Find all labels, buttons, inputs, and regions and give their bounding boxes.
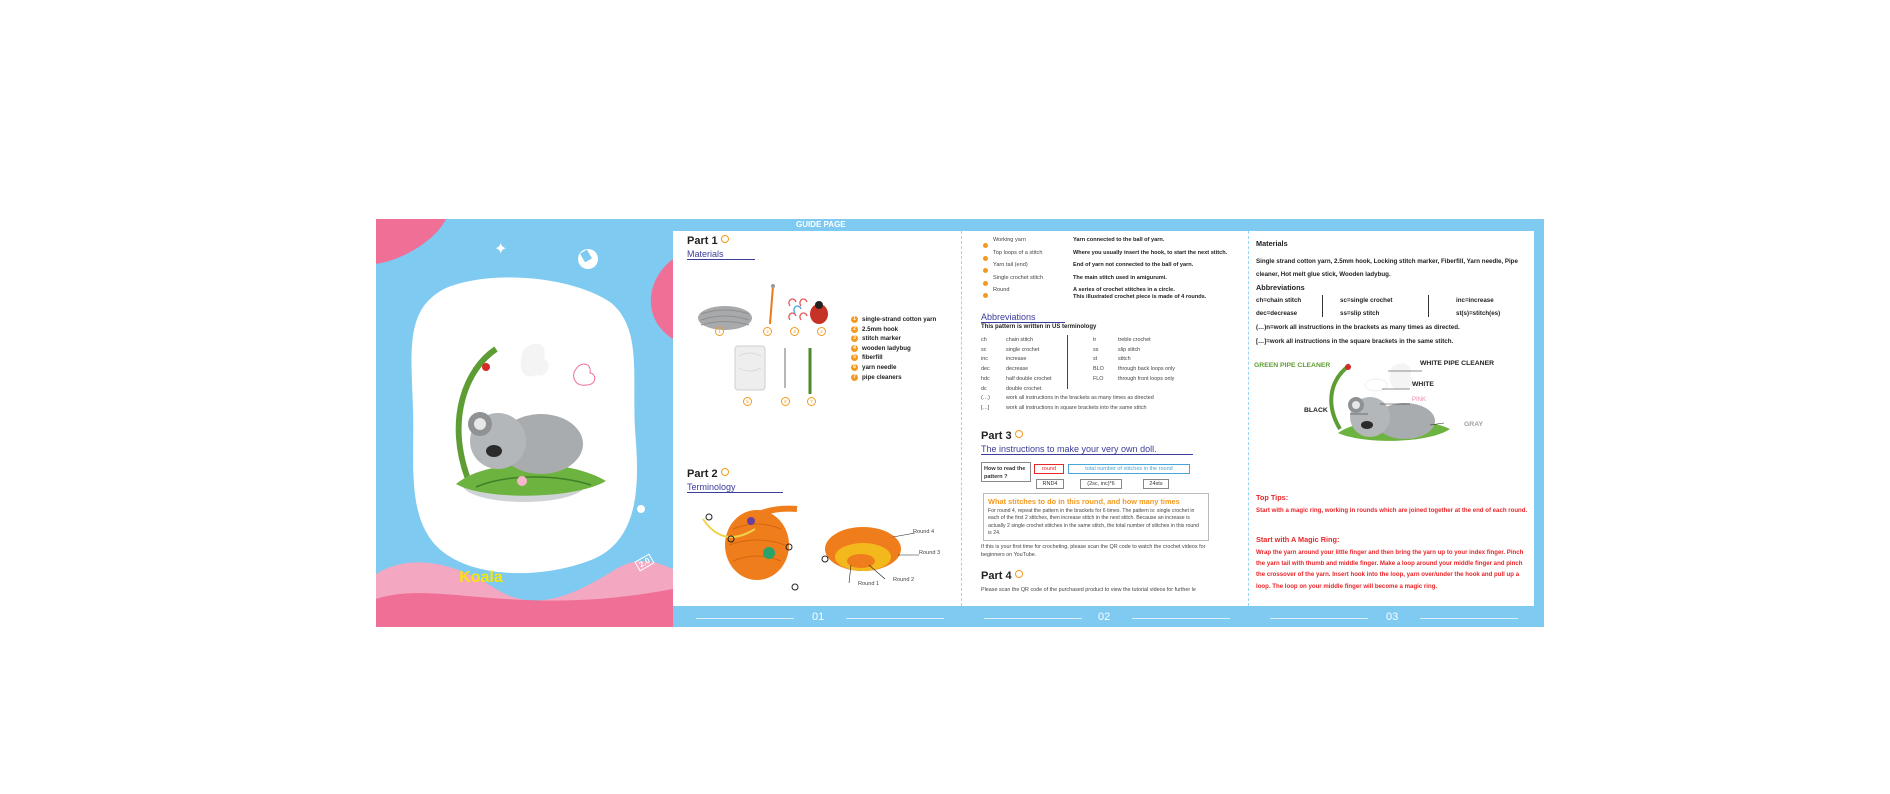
part1-subtitle: Materials — [687, 249, 724, 259]
column-divider — [1322, 295, 1323, 317]
subtitle-underline — [687, 492, 783, 493]
term-row: Round A series of crochet stitches in a circle. This illustrated crochet piece is made of 4 rounds. — [983, 287, 1243, 300]
what-title: What stitches to do in this round, and how many times — [988, 497, 1180, 506]
legend-item: 6 yarn needle — [851, 364, 936, 374]
guide-page-label: GUIDE PAGE — [796, 220, 846, 229]
part3-subtitle: The instructions to make your very own doll. — [981, 444, 1157, 454]
legend-item: 7 pipe cleaners — [851, 374, 936, 384]
page-2: Working yarn Yarn connected to the ball of yarn. Top loops of a stitch Where you usually insert the hook, to start the next stitch. Yarn tail (end) End of yarn not connected to the ball of yarn. Single crochet stitch The main stitch used in amigurumi. Round A series of crochet stitches in a circle. This illustrated crochet piece is made of 4 rounds. Abbreviations This pattern is written in US terminology ch chain stitch sc single crochet inc increase dec decrease hdc half double crochet dc double crochet (…) work all instructions in the brackets as many times as directed […] work all instructions in square brackets into the same stitch tr treble crochet ss slip stitch st stitch BLO through back loops only FLO through front loops only Part 3 The instructions to make your very own doll. How to read the pattern ? round total number of stitches in the round RND4 (2sc, inc)*6 24sts What stitches to do in this round, and how many times For round 4, repeat the pattern in the brackets for 6 times. The pattern is: single crochet in each of the first 2 stitches, then increase stitch in the next stitch. Because an increase is actually 2 single crochet stitches in the same stitch, the total number of stitches in this round is 24. If this is your first time for crocheting, please scan the QR code to watch the crochet videos for beginners on YouTube. Part 4 Please scan the QR code of the purchased product to view the tutorial videos for further le — [963, 231, 1250, 606]
page-1 — [673, 231, 963, 606]
legend-item: 4 wooden ladybug — [851, 345, 936, 355]
term-row: Working yarn Yarn connected to the ball of yarn. — [983, 237, 1243, 250]
cover-title: Koala — [459, 569, 503, 586]
circle-icon — [721, 235, 729, 243]
legend-item: 1 single-strand cotton yarn — [851, 316, 936, 326]
koala-diagram — [1310, 359, 1470, 451]
part2-heading — [687, 468, 729, 480]
materials-title: Materials — [1256, 239, 1288, 248]
guide-sheet — [376, 219, 1544, 627]
bullet-icon — [983, 281, 988, 286]
footer-rule — [1132, 618, 1230, 619]
total-label-box: total number of stitches in the round — [1068, 464, 1190, 474]
part1-title: Part 1 — [687, 235, 718, 247]
part4-title: Part 4 — [981, 570, 1012, 582]
abbrev-title-p3: Abbreviations — [1256, 283, 1305, 292]
bracket-rule-1: (…)n=work all instructions in the brackets as many times as directed. — [1256, 324, 1460, 331]
round-4-label: Round 4 — [913, 529, 935, 535]
bullet-icon — [983, 293, 988, 298]
legend-item: 3 stitch marker — [851, 335, 936, 345]
part3-heading — [981, 430, 1023, 442]
subtitle-underline — [981, 322, 1065, 323]
abbrev-cell: ss=slip stitch — [1340, 310, 1380, 317]
term-row: Yarn tail (end) End of yarn not connected to the ball of yarn. — [983, 262, 1243, 275]
part2-title: Part 2 — [687, 468, 718, 480]
column-divider — [1428, 295, 1429, 317]
column-divider — [1067, 335, 1068, 389]
label-black: BLACK — [1304, 407, 1328, 414]
page-divider — [961, 231, 962, 606]
page-3 — [1250, 231, 1534, 606]
page-number-1: 01 — [812, 611, 825, 623]
bullet-icon — [983, 256, 988, 261]
item-number-3: 3 — [790, 327, 799, 336]
item-number-5: 5 — [743, 397, 752, 406]
materials-photos — [693, 276, 833, 406]
terminology-list — [983, 237, 1253, 307]
abbrev-cell: dec=decrease — [1256, 310, 1298, 317]
bullet-icon — [983, 243, 988, 248]
circle-icon — [721, 468, 729, 476]
first-time-note: If this is your first time for crocheting, please scan the QR code to watch the crochet videos for beginners on YouTube. — [981, 544, 1206, 558]
svg-text:✦: ✦ — [494, 239, 508, 258]
cover-badge: 2.0 — [634, 553, 654, 571]
round-2-label: Round 2 — [893, 577, 915, 583]
how-to-read-box: How to read the pattern ? — [981, 462, 1031, 482]
abbrev-cell: sc=single crochet — [1340, 297, 1393, 304]
round-3-label: Round 3 — [919, 550, 941, 556]
rnd-box: RND4 — [1036, 479, 1064, 489]
page-number-3: 03 — [1386, 611, 1399, 623]
item-number-1: 1 — [715, 327, 724, 336]
circle-icon — [1015, 570, 1023, 578]
footer-rule — [696, 618, 794, 619]
label-white: WHITE — [1412, 381, 1434, 388]
legend-item: 2 2.5mm hook — [851, 326, 936, 336]
abbrev-cell: inc=increase — [1456, 297, 1494, 304]
footer-rule — [984, 618, 1082, 619]
formula-box: (2sc, inc)*6 — [1080, 479, 1122, 489]
label-pink: PINK — [1412, 397, 1427, 403]
label-green-pipe: GREEN PIPE CLEANER — [1254, 362, 1331, 369]
materials-body: Single strand cotton yarn, 2.5mm hook, Locking stitch marker, Fiberfill, Yarn needle, Pipe cleaner, Hot melt glue stick, Wooden ladybug. — [1256, 258, 1518, 278]
cover-panel — [376, 219, 673, 627]
tips-title: Top Tips: — [1256, 493, 1289, 502]
label-white-pipe: WHITE PIPE CLEANER — [1420, 360, 1495, 367]
materials-legend — [851, 316, 936, 383]
round-label-box: round — [1034, 464, 1064, 474]
round-1-label: Round 1 — [858, 581, 880, 587]
bullet-icon — [983, 268, 988, 273]
part4-heading — [981, 570, 1023, 582]
tips-body: Start with a magic ring, working in rounds which are joined together at the end of each round. — [1256, 507, 1528, 514]
item-number-7: 7 — [807, 397, 816, 406]
item-number-2: 2 — [763, 327, 772, 336]
footer-rule — [846, 618, 944, 619]
abbrev-title: Abbreviations — [981, 312, 1036, 322]
abbrev-cell: ch=chain stitch — [1256, 297, 1302, 304]
what-body: For round 4, repeat the pattern in the brackets for 6 times. The pattern is: single crochet in each of the first 2 stitches, then increase stitch in the next stitch. Because an increase is actually 2 single crochet stitches in the same stitch, the total number of stitches in this round is 24. — [988, 508, 1200, 537]
magic-ring-body: Wrap the yarn around your little finger and then bring the yarn up to your index finger. Pinch the yarn tail with thumb and middle finger. Make a loop around your middle finger and pinch the crossover of the yarn. Insert hook into the loop, yarn over/under the hook and pull up a loop. The loop on your middle finger will become a magic ring. — [1256, 549, 1524, 590]
magic-ring-title: Start with A Magic Ring: — [1256, 535, 1340, 544]
label-gray: GRAY — [1464, 421, 1484, 428]
subtitle-underline — [981, 454, 1193, 455]
sts-box: 24sts — [1143, 479, 1169, 489]
part4-body: Please scan the QR code of the purchased product to view the tutorial videos for further le — [981, 587, 1196, 593]
page-divider — [1248, 231, 1249, 606]
legend-item: 5 fiberfill — [851, 354, 936, 364]
abbrev-cell: st(s)=stitch(es) — [1456, 310, 1501, 317]
item-number-6: 6 — [781, 397, 790, 406]
circle-icon — [1015, 430, 1023, 438]
part1-heading — [687, 235, 729, 247]
part3-title: Part 3 — [981, 430, 1012, 442]
cover-artwork — [376, 219, 673, 627]
abbrev-note: This pattern is written in US terminology — [981, 324, 1097, 330]
term-row: Top loops of a stitch Where you usually insert the hook, to start the next stitch. — [983, 250, 1243, 263]
what-box — [983, 493, 1209, 541]
footer-rule — [1420, 618, 1518, 619]
page-number-2: 02 — [1098, 611, 1111, 623]
item-number-4: 4 — [817, 327, 826, 336]
term-row: Single crochet stitch The main stitch used in amigurumi. — [983, 275, 1243, 288]
footer-rule — [1270, 618, 1368, 619]
bracket-rule-2: […]=work all instructions in the square brackets in the same stitch. — [1256, 338, 1454, 345]
subtitle-underline — [687, 259, 755, 260]
part2-subtitle: Terminology — [687, 482, 736, 492]
